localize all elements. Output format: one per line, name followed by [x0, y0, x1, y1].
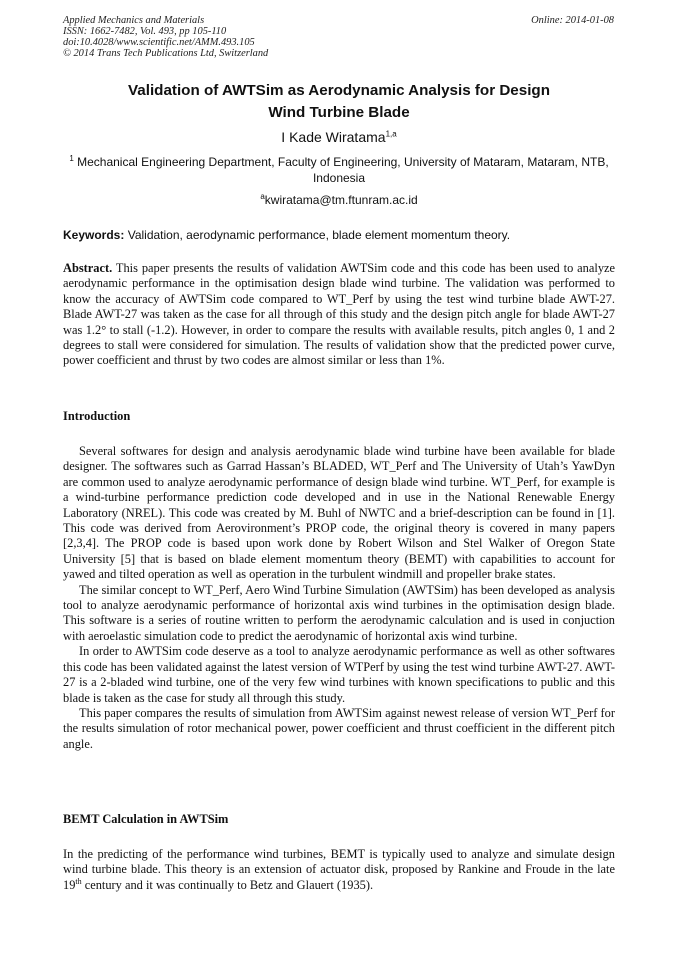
bemt-text-after: century and it was continually to Betz and Glauert (1935). [81, 877, 374, 892]
bemt-heading: BEMT Calculation in AWTSim [63, 812, 229, 826]
affiliation [63, 154, 615, 186]
journal-doi: doi:10.4028/www.scientific.net/AMM.493.105 [63, 37, 255, 48]
title-line-1: Validation of AWTSim as Aerodynamic Analysis for Design [128, 82, 550, 99]
abstract [63, 261, 615, 369]
abstract-text: This paper presents the results of validation AWTSim code and this code has been used to analyze aerodynamic performance in the optimisation design blade wind turbine. The validation was performed to know the accuracy of AWTSim code compared to WT_Perf by using the test wind turbine blade AWT-27. Blade AWT-27 was taken as the case for all through of this study and the design pitch angle for blade AWT-27 was 1.2° to stall (-1.2). However, in order to compare the results with available results, pitch angles 0, 1 and 2 degrees to stall were considered for simulation. The results of validation show that the predicted power curve, power coefficient and thrust by two codes are almost similar or less than 1%. [63, 261, 616, 368]
email-address: kwiratama@tm.ftunram.ac.id [264, 193, 418, 207]
journal-issn: ISSN: 1662-7482, Vol. 493, pp 105-110 [63, 26, 227, 37]
journal-header [63, 15, 268, 59]
keywords-label: Keywords: [63, 228, 125, 242]
keywords-text: Validation, aerodynamic performance, blade element momentum theory. [127, 228, 511, 242]
affiliation-text: Mechanical Engineering Department, Faculty of Engineering, University of Mataram, Mataram, NTB, Indonesia [77, 155, 609, 185]
bemt-text-before: In the predicting of the performance wind turbines, BEMT is typically used to analyze and simulate design wind turbine blade. This theory is an extension of actuator disk, proposed by Rankine and Froude in the late 19 [63, 847, 615, 892]
email-marker: a [260, 192, 265, 201]
journal-copyright: © 2014 Trans Tech Publications Ltd, Switzerland [63, 48, 269, 59]
introduction-heading: Introduction [63, 409, 131, 423]
author-line [63, 128, 615, 146]
bemt-sup: th [75, 876, 82, 886]
paper-title [63, 80, 615, 124]
intro-paragraph-3: In order to AWTSim code deserve as a tool to analyze aerodynamic performance as well as other softwares this code has been validated against the latest version of WTPerf by using the test wind turbine AWT-27. AWT-27 is a 2-bladed wind turbine, one of the very few wind turbines with known specifications to public and this blade is taken as the case for study all through this study. [63, 644, 615, 705]
online-date: Online: 2014-01-08 [531, 15, 614, 26]
email-line [63, 192, 615, 208]
title-line-2: Wind Turbine Blade [268, 104, 410, 121]
abstract-label: Abstract. [63, 261, 113, 275]
author-marker: 1,a [385, 129, 397, 139]
bemt-body [63, 847, 615, 893]
introduction-body [63, 444, 615, 752]
author-name: I Kade Wiratama [281, 129, 386, 145]
intro-paragraph-1: Several softwares for design and analysis aerodynamic blade wind turbine have been available for blade designer. The softwares such as Garrad Hassan’s BLADED, WT_Perf and The University of Utah’s YawDyn are common used to analyze aerodynamic performance of design blade wind turbine. WT_Perf, for example is a wind-turbine performance prediction code developed and in use in the National Renewable Energy Laboratory (NREL). This code was created by M. Buhl of NWTC and a brief-description can be found in [1]. This code was derived from Aerovironment’s PROP code, the original theory is covered in many papers [2,3,4]. The PROP code is based upon work done by Robert Wilson and Stel Walker of Oregon State University [5] that is based on blade element momentum theory (BEMT) with capabilities to account for yawed and tilted operation as well as operation in the turbulent windmill and propeller brake states. [63, 444, 615, 582]
intro-paragraph-4: This paper compares the results of simulation from AWTSim against newest release of version WT_Perf for the results simulation of rotor mechanical power, power coefficient and thrust coefficient in the different pitch angle. [63, 705, 615, 751]
affiliation-marker: 1 [69, 154, 74, 163]
intro-paragraph-2: The similar concept to WT_Perf, Aero Wind Turbine Simulation (AWTSim) has been developed as analysis tool to analyze aerodynamic performance of horizontal axis wind turbines in the optimisation design blade. This software is a series of routine written to perform the aerodynamic calculation and is used in conjuction with aeroelastic simulation code to predict the aerodynamic of horizontal axis wind turbine. [63, 582, 615, 643]
bemt-paragraph [63, 847, 615, 893]
keywords [63, 227, 615, 243]
journal-name: Applied Mechanics and Materials [63, 15, 205, 26]
